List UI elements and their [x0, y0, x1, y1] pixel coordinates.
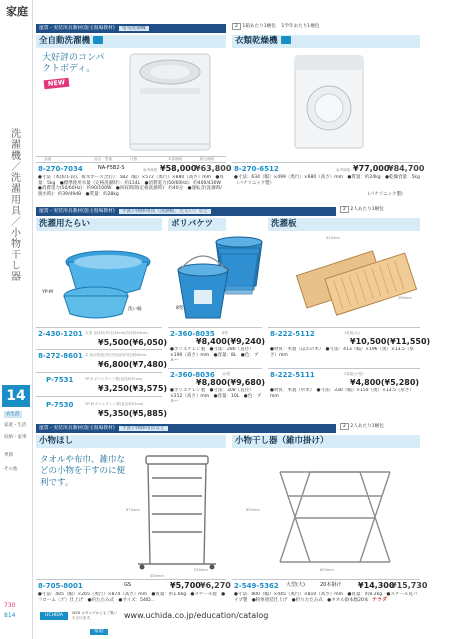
dryer-price: ¥77,000 [353, 164, 390, 173]
bucket-row-0-desc: 8型 [222, 331, 228, 335]
washer-catch: 大好評のコンパクトボディ。 [42, 53, 105, 75]
page-num-b: 814 [4, 612, 16, 619]
tub-row-2-price: ¥3,250(¥3,575) [98, 384, 168, 393]
rack-title: 小物干し器（雑巾掛け） [232, 435, 420, 448]
tub-row-0-code[interactable]: 2-430-1201 [38, 330, 83, 338]
hanger-spec: ●寸法：405（幅）×265（奥行）×874（高さ）mm ●質量：約1.6kg ●スチール製 ●フローム〈ゲ〉仕上げ ●約たたみ式 ●サイズ：54ID... [38, 592, 226, 603]
tub-row-3-code[interactable]: P-7530 [46, 401, 74, 409]
tub-row-1-desc: 丸 約(1枚組)円(外径)約(内径)約60cm [85, 353, 147, 357]
washer-price: ¥58,000 [160, 164, 197, 173]
dryer-price-note: 参考価格 [336, 168, 351, 172]
dryer-badge: 2 [232, 23, 241, 30]
dryer-badge-text: 1箱あたり1梱包 [242, 24, 276, 29]
hanger-title: 小物ほし [36, 435, 226, 448]
hdr-tax: 税込価格 [200, 157, 215, 161]
category-bar: 運賃・実装用具教材(施主現場教材) 電気洗濯機 [36, 24, 226, 33]
dryer-title: 衣類乾燥機 [232, 35, 420, 48]
tub-title: 洗濯用たらい [36, 218, 162, 231]
sidebar [0, 0, 33, 639]
hanger-price: ¥5,700 [170, 581, 201, 590]
page-tab[interactable]: 14 [2, 385, 30, 407]
board-row-1-spec: ●材質：木製（杉木） ●寸法：330（幅）×150（奥）×13.5（厚さ）mm [270, 388, 414, 399]
dryer-image [290, 52, 368, 152]
rack-dim-1: 805mm [320, 568, 334, 572]
rack-tax: ¥15,730 [391, 581, 428, 590]
hanger-code[interactable]: 8-705-8001 [38, 582, 83, 590]
tub-row-2-code[interactable]: P-7531 [46, 376, 74, 384]
hanger-tax: ¥6,270 [200, 581, 231, 590]
side-sub-0[interactable]: 衣生活 [6, 412, 20, 417]
board-row-0-desc: 1枚組(大) [344, 331, 360, 335]
washer-title: 全自動洗濯機 [36, 35, 226, 48]
tub-row-1-price: ¥6,800(¥7,480) [98, 360, 168, 369]
rack-maker: テラダ [372, 597, 387, 603]
hanger-desc: GS [124, 582, 132, 588]
tub-row-0-price: ¥5,500(¥6,050) [98, 338, 168, 347]
board-row-0-code[interactable]: 8-222-5112 [270, 330, 315, 338]
bucket-label: 8型 [176, 306, 184, 311]
catalog-icon [281, 36, 291, 44]
washer-tax: ¥63,800 [195, 164, 232, 173]
rack-image [260, 452, 410, 576]
hdr-name: 品名・型番 [94, 157, 112, 161]
board-row-0-price: ¥10,500(¥11,550) [350, 337, 431, 346]
dryer-badges [232, 24, 420, 33]
bucket-row-1-code[interactable]: 2-360-8036 [170, 371, 215, 379]
washer-spec: ●寸法（本体(1-段)、排水ホース含む）：582（幅）×572（奥行）×880（高さ）mm ●質量：5kg ●標準使用水量（定格洗濯時）：約114L ●消費電力(50/60Hz)：約400/430W ●消費電力(50/60Hz)：約90/100W ●回収時間(定格洗濯時)：約40分 ●運転音(洗濯時/脱水時)：約39/49dB ●質量：約28kg [38, 175, 226, 197]
footer-note: WEB カタログからもご覧いただけます。 [72, 611, 118, 620]
category-bar-3: 運賃・実装用具教材(施主現場教材) 手洗い関係用具など [36, 424, 336, 433]
bucket-row-1-spec: ●ポリエチレン製 ●寸法：308（直径）×212（高さ）mm ●容量：10L ●色：ブルー [170, 388, 262, 405]
side-sub-2[interactable]: 収納・家事 [4, 435, 27, 440]
bucket-row-0-price: ¥8,400(¥9,240) [196, 337, 266, 346]
hdr-price: 本体価格 [168, 157, 183, 161]
bucket-row-1-price: ¥8,800(¥9,680) [196, 378, 266, 387]
hdr-spec: 仕様 [130, 157, 138, 161]
tub-row-2-desc: YP-S ポリエチレン製(直径約47cm) [85, 377, 143, 381]
bucket-title: ポリバケツ [168, 218, 226, 231]
page-num-a: 730 [4, 602, 16, 609]
rack-model: 大型(大) [286, 582, 305, 588]
hanger-dim-0: 874mm [126, 508, 140, 512]
board-row-0-spec: ●材質：木製（ほおの木） ●寸法：413（幅）×196（奥）×13.5（厚さ）mm [270, 347, 414, 358]
board-row-1-desc: 2枚組(小型) [344, 372, 364, 376]
side-sub-1[interactable]: 家庭・生活 [4, 423, 27, 428]
footer-logo: UCHIDA [40, 612, 68, 620]
rack-badges: 2 2人あたり1梱包 [340, 424, 420, 430]
washer-code[interactable]: 8-270-7034 [38, 165, 83, 173]
rack-code[interactable]: 2-549-5362 [234, 582, 279, 590]
bucket-image [170, 232, 266, 324]
category-bar-2: 運賃・実装用具教材(施主現場教材) 手洗い関係用具（洗濯板、たらい）など [36, 207, 336, 216]
tub-label-1: 洗い桶 [128, 307, 142, 312]
dryer-spec: ●寸法：634（幅）×499（奥行）×680（高さ）mm ●質量：約24kg ●乾燥容量：5kg（パナソニック製） [234, 175, 420, 186]
dryer-badge2: 1学年あたり1梱包 [281, 24, 320, 29]
new-badge: NEW [44, 78, 70, 90]
rack-spec: ●寸法：800（幅）×445（奥行）×810（高さ）mm ●質量：約8.2kg ●スチール丸パイプ製 ●粉体塗装仕上げ ●折りたたみ式 ●タオル掛本数20本 [234, 592, 418, 603]
side-sub-4[interactable]: その他 [4, 467, 18, 472]
washer-model: NA-F5B2-S [98, 165, 125, 171]
side-sub-3[interactable]: 季節 [4, 453, 13, 458]
tub-label-0: YP-M [42, 290, 53, 295]
board-dim-0: 415mm [326, 236, 340, 240]
washer-image [120, 48, 220, 154]
hanger-dim-1: 405mm [150, 574, 164, 578]
board-image [290, 236, 418, 320]
hanger-dim-2: 535mm [194, 568, 208, 572]
washer-price-note: 参考価格 [143, 168, 158, 172]
tub-row-0-desc: 丸型 直径約(外径)54cm(内径約40cm) [85, 331, 148, 335]
catalog-icon [93, 36, 103, 44]
rack-price: ¥14,300 [358, 581, 395, 590]
board-badges: 2 2人あたり1梱包 [340, 207, 420, 213]
dryer-code[interactable]: 8-270-6512 [234, 165, 279, 173]
section-title: 家庭 [6, 5, 28, 18]
board-title: 洗濯板 [268, 218, 420, 231]
rack-dim-0: 850mm [246, 508, 260, 512]
hanger-image [132, 450, 224, 576]
section-vertical-label: 洗濯機／洗濯用具／小物干し器 [8, 128, 20, 282]
dryer-maker: (パナソニック製) [368, 192, 403, 197]
hdr-code: 品番 [44, 157, 52, 161]
tub-row-3-price: ¥5,350(¥5,885) [98, 409, 168, 418]
board-dim-1: 260mm [398, 296, 412, 300]
footer-page-label: 家庭 [90, 629, 108, 635]
hanger-catch: タオルや布巾、雑巾などの小物を干すのに便利です。 [40, 455, 126, 488]
tub-row-1-code[interactable]: 8-272-8601 [38, 352, 83, 360]
footer-url[interactable]: www.uchida.co.jp/education/catalog [124, 611, 269, 620]
board-row-1-code[interactable]: 8-222-5111 [270, 371, 315, 379]
tub-row-3-desc: YP-M ポリエチレン製(直径約51cm) [85, 402, 144, 406]
dryer-tax: ¥84,700 [388, 164, 425, 173]
rack-desc: 20本掛け [320, 582, 342, 588]
bucket-row-0-spec: ●ポリエチレン製 ●寸法：286（直径）×196（高さ）mm ●容量：8L ●色：ブルー [170, 347, 259, 364]
board-row-1-price: ¥4,800(¥5,280) [350, 378, 420, 387]
bucket-row-0-code[interactable]: 2-360-8035 [170, 330, 215, 338]
bucket-row-1-desc: 10型 [222, 372, 231, 376]
